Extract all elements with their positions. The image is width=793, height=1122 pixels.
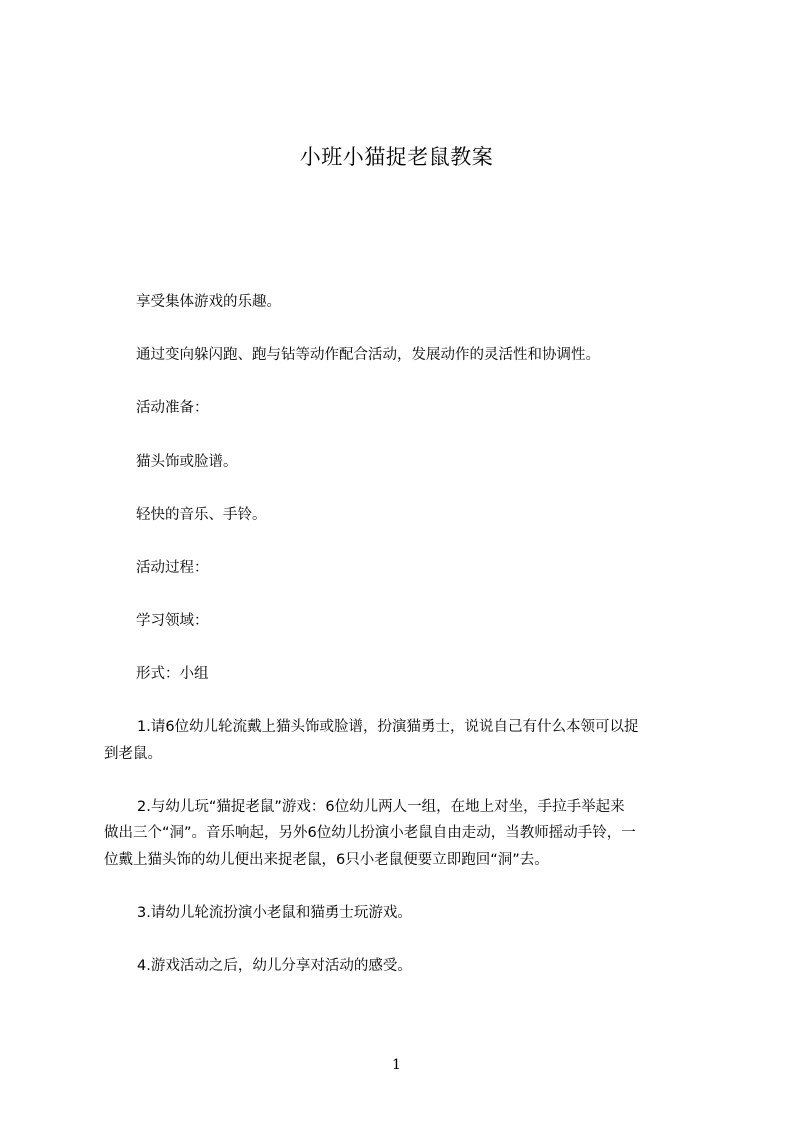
step-3: 3.请幼儿轮流扮演小老鼠和猫勇士玩游戏。: [137, 905, 412, 921]
paragraph-objective-skills: 通过变向躲闪跑、跑与钻等动作配合活动，发展动作的灵活性和协调性。: [136, 347, 600, 363]
step-1-line-2: 到老鼠。: [104, 746, 162, 762]
heading-process: 活动过程：: [136, 560, 209, 576]
step-2-line-3: 位戴上猫头饰的幼儿便出来捉老鼠，6只小老鼠便要立即跑回“洞”去。: [104, 852, 549, 868]
paragraph-prep-music: 轻快的音乐、手铃。: [136, 507, 267, 523]
step-2-line-1: 2.与幼儿玩“猫捉老鼠”游戏：6位幼儿两人一组，在地上对坐，手拉手举起来: [137, 799, 625, 815]
step-2-line-2: 做出三个“洞”。音乐响起，另外6位幼儿扮演小老鼠自由走动，当教师摇动手铃，一: [104, 825, 636, 841]
page-number: 1: [392, 1057, 401, 1073]
paragraph-format: 形式：小组: [136, 666, 209, 682]
page-title: 小班小猫捉老鼠教案: [299, 145, 494, 169]
step-4: 4.游戏活动之后，幼儿分享对活动的感受。: [137, 958, 412, 974]
paragraph-objective-fun: 享受集体游戏的乐趣。: [136, 294, 281, 310]
heading-preparation: 活动准备：: [136, 400, 209, 416]
step-1-line-1: 1.请6位幼儿轮流戴上猫头饰或脸谱，扮演猫勇士，说说自己有什么本领可以捉: [137, 719, 639, 735]
paragraph-prep-headwear: 猫头饰或脸谱。: [136, 454, 238, 470]
paragraph-learning-area: 学习领域：: [136, 613, 209, 629]
